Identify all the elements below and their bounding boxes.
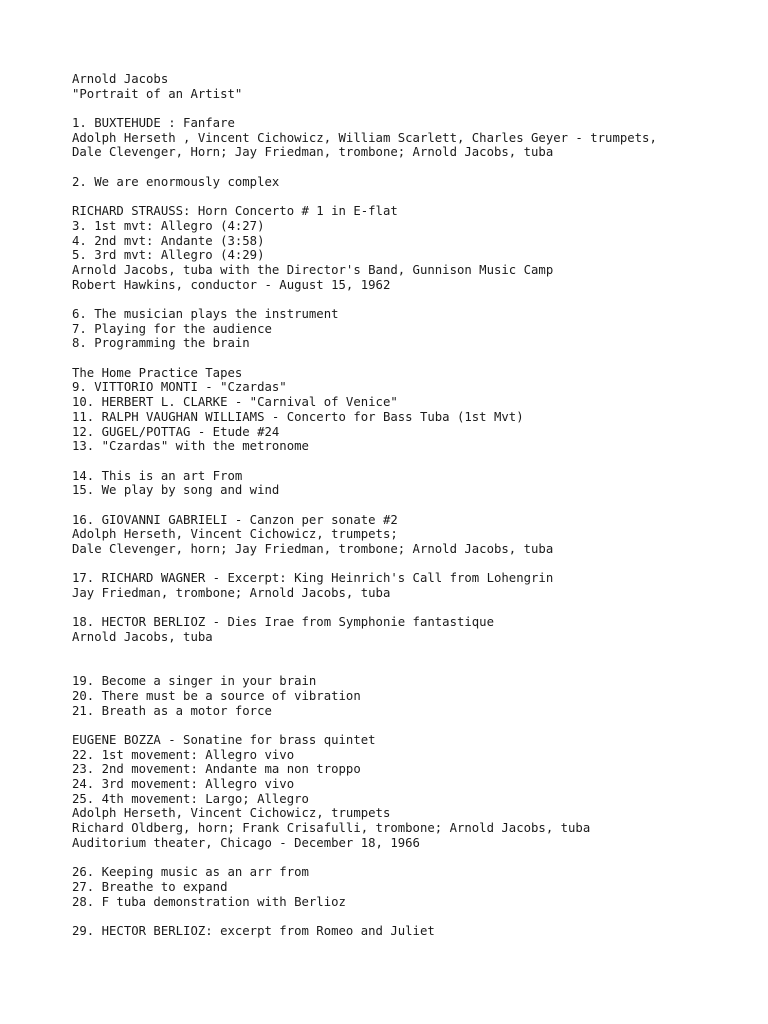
text-line: 2. We are enormously complex <box>72 174 280 189</box>
blank-line <box>72 645 752 660</box>
text-line: 27. Breathe to expand <box>72 879 228 894</box>
text-line: 23. 2nd movement: Andante ma non troppo <box>72 762 361 777</box>
text-line: Arnold Jacobs <box>72 72 169 86</box>
text-line: 17. RICHARD WAGNER - Excerpt: King Heinrich's Call from Lohengrin <box>72 571 554 586</box>
text-line: Dale Clevenger, Horn; Jay Friedman, trombone; Arnold Jacobs, tuba <box>72 145 554 160</box>
blank-line <box>72 557 752 572</box>
blank-line <box>72 190 752 205</box>
text-line: 18. HECTOR BERLIOZ - Dies Irae from Symphonie fantastique <box>72 615 494 630</box>
blank-line <box>72 660 752 675</box>
blank-line <box>72 498 752 513</box>
document-page <box>72 72 752 939</box>
text-line: 10. HERBERT L. CLARKE - "Carnival of Venice" <box>72 395 398 410</box>
text-line: Adolph Herseth, Vincent Cichowicz, trumpets <box>72 806 391 821</box>
text-line: 1. BUXTEHUDE : Fanfare <box>72 116 235 131</box>
blank-line <box>72 351 752 366</box>
text-line: Arnold Jacobs, tuba with the Director's Band, Gunnison Music Camp <box>72 262 554 277</box>
text-line: 21. Breath as a motor force <box>72 703 272 718</box>
text-line: 22. 1st movement: Allegro vivo <box>72 747 295 762</box>
text-line: Robert Hawkins, conductor - August 15, 1962 <box>72 277 391 292</box>
text-line: 24. 3rd movement: Allegro vivo <box>72 777 295 791</box>
text-line: 5. 3rd mvt: Allegro (4:29) <box>72 248 265 263</box>
blank-line <box>72 160 752 175</box>
text-line: Adolph Herseth, Vincent Cichowicz, trumpets; <box>72 527 398 542</box>
text-line: Richard Oldberg, horn; Frank Crisafulli, trombone; Arnold Jacobs, tuba <box>72 821 591 836</box>
blank-line <box>72 909 752 924</box>
text-line: The Home Practice Tapes <box>72 365 243 380</box>
text-line: 16. GIOVANNI GABRIELI - Canzon per sonate #2 <box>72 512 398 527</box>
blank-line <box>72 454 752 469</box>
text-line: 15. We play by song and wind <box>72 483 280 498</box>
text-line: 19. Become a singer in your brain <box>72 674 317 689</box>
text-line: RICHARD STRAUSS: Horn Concerto # 1 in E-flat <box>72 204 398 219</box>
text-line: 13. "Czardas" with the metronome <box>72 439 309 454</box>
text-line: 7. Playing for the audience <box>72 321 272 336</box>
text-line: 28. F tuba demonstration with Berlioz <box>72 894 346 909</box>
text-line: 3. 1st mvt: Allegro (4:27) <box>72 218 265 233</box>
text-line: 26. Keeping music as an arr from <box>72 865 309 880</box>
text-line: 20. There must be a source of vibration <box>72 688 361 703</box>
text-line: 11. RALPH VAUGHAN WILLIAMS - Concerto for Bass Tuba (1st Mvt) <box>72 409 524 424</box>
text-line: Jay Friedman, trombone; Arnold Jacobs, tuba <box>72 586 391 601</box>
text-line: 4. 2nd mvt: Andante (3:58) <box>72 233 265 248</box>
text-line: 8. Programming the brain <box>72 336 250 351</box>
text-line: Adolph Herseth , Vincent Cichowicz, William Scarlett, Charles Geyer - trumpets, <box>72 130 657 145</box>
text-line: Arnold Jacobs, tuba <box>72 630 213 645</box>
text-line: 12. GUGEL/POTTAG - Etude #24 <box>72 424 280 439</box>
text-line: 25. 4th movement: Largo; Allegro <box>72 791 309 806</box>
text-line: "Portrait of an Artist" <box>72 86 243 101</box>
blank-line <box>72 292 752 307</box>
blank-line <box>72 601 752 616</box>
text-line: 9. VITTORIO MONTI - "Czardas" <box>72 380 287 395</box>
blank-line <box>72 850 752 865</box>
blank-line <box>72 718 752 733</box>
text-line: Auditorium theater, Chicago - December 18, 1966 <box>72 835 420 850</box>
text-line: 14. This is an art From <box>72 468 243 483</box>
text-line: 6. The musician plays the instrument <box>72 307 339 321</box>
text-line: EUGENE BOZZA - Sonatine for brass quintet <box>72 732 376 747</box>
text-line: 29. HECTOR BERLIOZ: excerpt from Romeo and Juliet <box>72 923 435 938</box>
blank-line <box>72 101 752 116</box>
text-line: Dale Clevenger, horn; Jay Friedman, trombone; Arnold Jacobs, tuba <box>72 542 554 556</box>
